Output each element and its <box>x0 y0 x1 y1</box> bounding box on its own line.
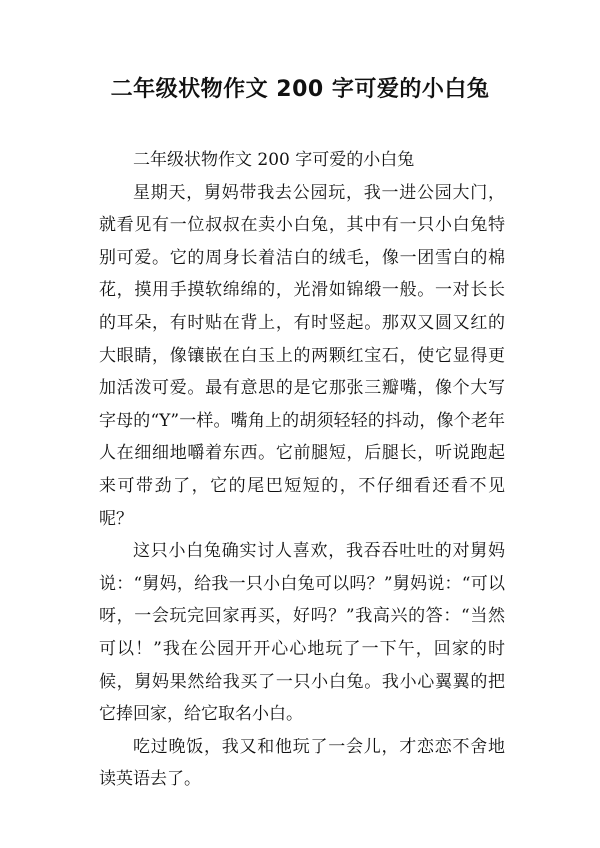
paragraph-2: 这只小白兔确实讨人喜欢，我吞吞吐吐的对舅妈说：“舅妈，给我一只小白兔可以吗？”舅妈说：“可以呀，一会玩完回家再买，好吗？”我高兴的答：“当然可以！”我在公园开开心心地玩了一下午，回家的时候，舅妈果然给我买了一只小白兔。我小心翼翼的把它捧回家，给它取名小白。 <box>99 541 505 725</box>
paragraph-1: 星期天，舅妈带我去公园玩，我一进公园大门，就看见有一位叔叔在卖小白兔，其中有一只小白兔特别可爱。它的周身长着洁白的绒毛，像一团雪白的棉花，摸用手摸软绵绵的，光滑如锦缎一般。一对长长的耳朵，有时贴在背上，有时竖起。那双又圆又红的大眼睛，像镶嵌在白玉上的两颗红宝石，使它显得更加活泼可爱。最有意思的是它那张三瓣嘴，像个大写字母的“Y”一样。嘴角上的胡须轻轻的抖动，像个老年人在细细地嚼着东西。它前腿短，后腿长，听说跑起来可带劲了，它的尾巴短短的，不仔细看还看不见呢？ <box>99 182 505 529</box>
document-body <box>99 144 505 796</box>
document-title: 二年级状物作文 200 字可爱的小白兔 <box>110 77 490 102</box>
paragraph-subtitle: 二年级状物作文 200 字可爱的小白兔 <box>133 150 415 170</box>
paragraph-3: 吃过晚饭，我又和他玩了一会儿，才恋恋不舍地读英语去了。 <box>99 736 505 790</box>
